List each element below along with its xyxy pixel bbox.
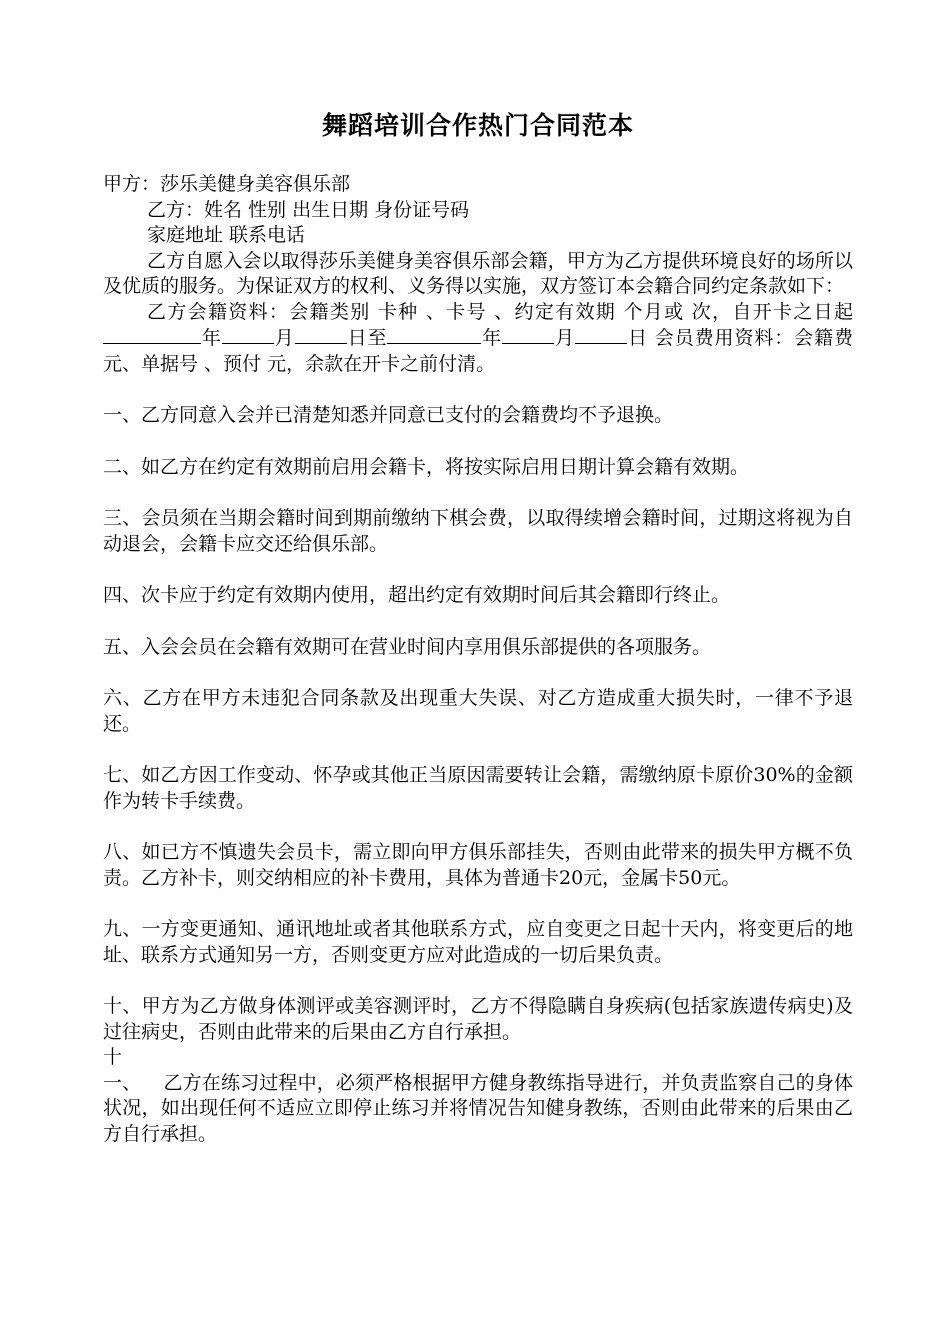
clause-4: 四、次卡应于约定有效期内使用，超出约定有效期时间后其会籍即行终止。 <box>103 584 731 606</box>
membership-month-1: 月 <box>273 327 295 349</box>
clause-6: 六、乙方在甲方未违犯合同条款及出现重大失误、对乙方造成重大损失时，一律不予退还。 <box>103 687 853 735</box>
clause-11 <box>103 1071 853 1148</box>
membership-year-1: 年 <box>201 327 222 349</box>
clause-11-number-top: 十 <box>103 1046 123 1068</box>
clause-1: 一、乙方同意入会并已清楚知悉并同意已支付的会籍费均不予退换。 <box>103 404 674 426</box>
clause-2: 二、如乙方在约定有效期前启用会籍卡，将按实际启用日期计算会籍有效期。 <box>103 455 750 478</box>
contact-info: 家庭地址 联系电话 <box>147 224 306 246</box>
clause-10: 十、甲方为乙方做身体测评或美容测评时，乙方不得隐瞒自身疾病(包括家族遗传病史)及过往病史，否则由此带来的后果由乙方自行承担。 <box>103 995 853 1043</box>
membership-month-2: 月 <box>554 327 576 349</box>
membership-day-to: 日至 <box>346 327 388 349</box>
membership-text-1: 乙方会籍资料：会籍类别 卡种 、卡号 、约定有效期 个月或 次，自开卡之日起 <box>147 300 853 323</box>
blank-year-end <box>387 325 481 344</box>
contract-body <box>103 172 853 1147</box>
clause-7: 七、如乙方因工作变动、怀孕或其他正当原因需要转让会籍，需缴纳原卡原价30%的金额作为转卡手续费。 <box>103 764 853 812</box>
clause-11-text: 乙方在练习过程中，必须严格根据甲方健身教练指导进行，并负责监察自己的身体状况，如出现任何不适应立即停止练习并将情况告知健身教练，否则由此带来的后果由乙方自行承担。 <box>103 1071 853 1145</box>
membership-year-2: 年 <box>481 327 503 349</box>
blank-month-start <box>222 325 274 344</box>
page-title: 舞蹈培训合作热门合同范本 <box>321 111 634 140</box>
clause-3: 三、会员须在当期会籍时间到期前缴纳下棋会费，以取得续增会籍时间，过期这将视为自动退会，会籍卡应交还给俱乐部。 <box>103 507 853 555</box>
party-a: 甲方：莎乐美健身美容俱乐部 <box>103 173 351 195</box>
blank-month-end <box>502 325 554 344</box>
clause-9: 九、一方变更通知、通讯地址或者其他联系方式，应自变更之日起十天内，将变更后的地址、联系方式通知另一方，否则变更方应对此造成的一切后果负责。 <box>103 918 853 966</box>
membership-text-2: 日 会员费用资料：会籍费 元、单据号 、预付 元，余款在开卡之前付清。 <box>103 327 853 375</box>
intro-paragraph: 乙方自愿入会以取得莎乐美健身美容俱乐部会籍，甲方为乙方提供环境良好的场所以及优质的服务。为保证双方的权利、义务得以实施，双方签订本会籍合同约定条款如下： <box>103 249 853 297</box>
blank-day-end <box>575 325 627 344</box>
blank-day-start <box>295 325 347 344</box>
party-b: 乙方：姓名 性别 出生日期 身份证号码 <box>147 198 470 221</box>
clause-8: 八、如已方不慎遗失会员卡，需立即向甲方俱乐部挂失，否则由此带来的损失甲方概不负责。乙方补卡，则交纳相应的补卡费用，具体为普通卡20元，金属卡50元。 <box>103 841 853 889</box>
clause-5: 五、入会会员在会籍有效期可在营业时间内享用俱乐部提供的各项服务。 <box>103 635 712 658</box>
membership-paragraph <box>103 300 853 378</box>
clause-11-number-bottom: 一、 <box>103 1071 142 1094</box>
blank-year-start <box>103 325 201 344</box>
